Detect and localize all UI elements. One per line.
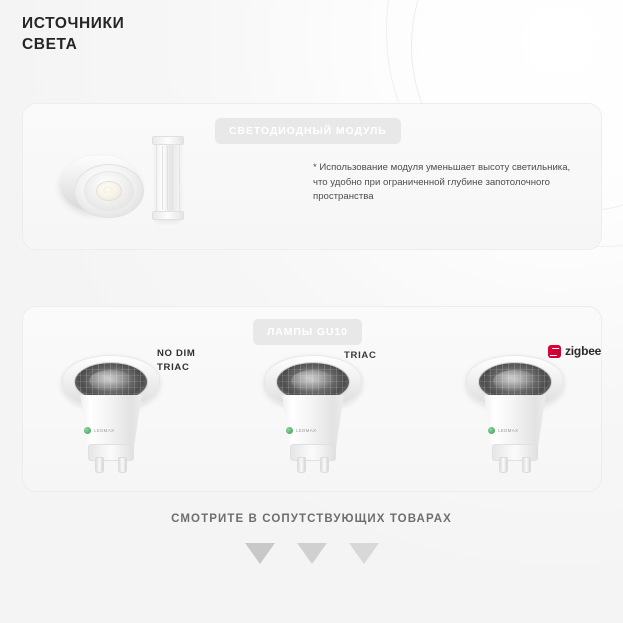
lamp-lens-grid	[74, 362, 146, 400]
led-driver-icon	[150, 138, 184, 218]
gu10-lamp-1	[62, 355, 158, 475]
lamp-brand-icon	[286, 427, 293, 434]
zigbee-icon	[548, 345, 561, 358]
led-driver-cap-bottom	[152, 211, 184, 220]
lamp-body	[76, 395, 146, 447]
led-module-body	[60, 156, 140, 212]
lamp-brand	[84, 425, 136, 435]
led-module-emitter	[103, 186, 113, 194]
chevron-down-icon	[349, 543, 379, 564]
led-driver-cap-top	[152, 136, 184, 145]
gu10-lamps-badge: ЛАМПЫ GU10	[253, 319, 362, 345]
lamp-pin-right	[118, 457, 127, 473]
led-driver-fin-1	[162, 146, 163, 210]
chevron-group	[0, 543, 623, 564]
lamp-pin-right	[522, 457, 531, 473]
lamp-pin-left	[297, 457, 306, 473]
lamp-brand-text: LEDMAX	[94, 427, 115, 433]
lamp-pin-left	[95, 457, 104, 473]
lamp-lens-grid	[276, 362, 348, 400]
lamp-brand-text: LEDMAX	[498, 427, 519, 433]
page-title-line2: СВЕТА	[22, 36, 78, 53]
chevron-down-icon	[297, 543, 327, 564]
lamp-brand	[488, 425, 540, 435]
led-driver-fin-2	[167, 146, 168, 210]
lamp-brand	[286, 425, 338, 435]
gu10-lamp-3	[466, 355, 562, 475]
lamp-pin-left	[499, 457, 508, 473]
page-title-line1: ИСТОЧНИКИ	[22, 15, 125, 32]
lamp-pin-right	[320, 457, 329, 473]
gu10-lamp-1-label-line1: NO DIM	[157, 348, 196, 359]
zigbee-label: zigbee	[565, 344, 602, 358]
page-title	[22, 13, 124, 55]
lamp-body	[278, 395, 348, 447]
lamp-brand-icon	[84, 427, 91, 434]
led-driver-body	[156, 138, 180, 220]
lamp-brand-icon	[488, 427, 495, 434]
led-driver-fin-3	[172, 146, 173, 210]
led-module-note: * Использование модуля уменьшает высоту светильника, что удобно при ограниченной глубине запотолочного пространства	[313, 162, 571, 202]
gu10-lamp-1-label	[157, 347, 196, 375]
gu10-lamp-1-label-line2: TRIAC	[157, 362, 190, 373]
related-products-title: СМОТРИТЕ В СОПУТСТВУЮЩИХ ТОВАРАХ	[171, 513, 452, 525]
chevron-down-icon	[245, 543, 275, 564]
gu10-lamp-2-label: TRIAC	[344, 350, 377, 361]
led-module-icon	[52, 136, 148, 220]
zigbee-badge	[548, 344, 601, 358]
lamp-body	[480, 395, 550, 447]
lamp-brand-text: LEDMAX	[296, 427, 317, 433]
lamp-lens-grid	[478, 362, 550, 400]
led-module-badge: СВЕТОДИОДНЫЙ МОДУЛЬ	[215, 118, 401, 144]
gu10-lamp-2	[264, 355, 360, 475]
